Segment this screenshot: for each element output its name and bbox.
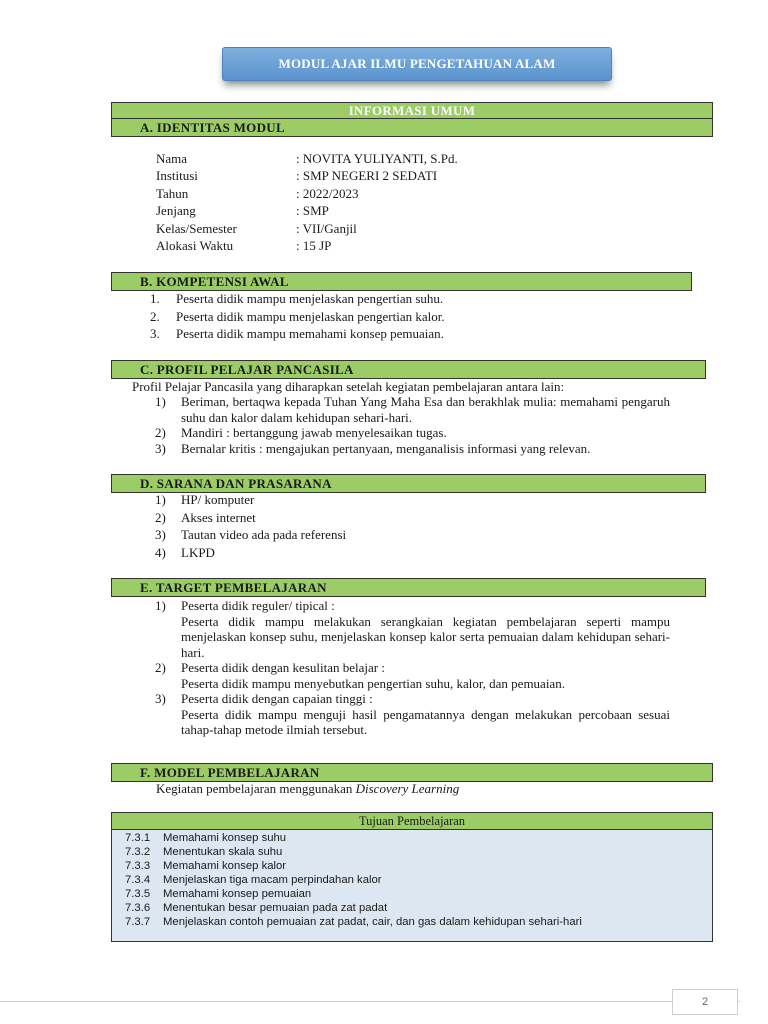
tujuan-table <box>111 812 713 942</box>
section-a-heading: A. IDENTITAS MODUL <box>111 118 713 137</box>
list-item <box>155 491 670 509</box>
identity-row <box>156 167 676 184</box>
tujuan-code: 7.3.5 <box>125 888 151 900</box>
item-number: 3) <box>155 440 166 456</box>
profil-list <box>155 394 670 456</box>
identity-label: Institusi <box>156 168 198 184</box>
item-number: 3) <box>155 527 166 542</box>
tujuan-row <box>125 831 712 845</box>
item-number: 3. <box>150 326 160 341</box>
tujuan-row <box>125 887 712 901</box>
item-number: 1) <box>155 492 166 507</box>
list-item <box>150 325 670 343</box>
model-text-italic: Discovery Learning <box>355 781 460 796</box>
identity-table <box>156 150 676 254</box>
item-text: Mandiri : bertanggung jawab menyelesaikan tugas. <box>181 425 447 440</box>
page-title: MODUL AJAR ILMU PENGETAHUAN ALAM <box>222 47 612 81</box>
list-item <box>150 290 670 308</box>
item-number: 1) <box>155 598 166 613</box>
tujuan-row <box>125 859 712 873</box>
tujuan-row <box>125 915 712 929</box>
section-b-heading: B. KOMPETENSI AWAL <box>111 272 692 291</box>
identity-label: Tahun <box>156 185 189 201</box>
tujuan-text: Menentukan besar pemuaian pada zat padat <box>163 902 388 914</box>
identity-value: : SMP <box>296 203 329 219</box>
list-item <box>155 598 670 660</box>
tujuan-code: 7.3.2 <box>125 846 151 858</box>
item-text: Akses internet <box>181 509 256 525</box>
sarana-list <box>155 491 670 561</box>
section-d-heading: D. SARANA DAN PRASARANA <box>111 474 706 493</box>
list-item <box>155 660 670 691</box>
tujuan-code: 7.3.1 <box>125 832 151 844</box>
list-item <box>155 691 670 738</box>
info-umum-header: INFORMASI UMUM <box>111 102 713 119</box>
identity-label: Alokasi Waktu <box>156 238 234 254</box>
model-text <box>156 781 676 797</box>
item-title: Peserta didik reguler/ tipical : <box>181 598 335 613</box>
item-text <box>181 660 670 691</box>
item-number: 4) <box>155 544 166 560</box>
item-number: 2. <box>150 308 160 324</box>
item-description: Peserta didik mampu menyebutkan pengertian suhu, kalor, dan pemuaian. <box>181 675 565 691</box>
item-text: Peserta didik mampu menjelaskan pengertian suhu. <box>176 291 444 306</box>
tujuan-code: 7.3.6 <box>125 902 151 914</box>
identity-row <box>156 185 676 202</box>
identity-row <box>156 220 676 237</box>
item-text <box>181 691 670 738</box>
tujuan-list <box>112 830 712 929</box>
identity-value: : NOVITA YULIYANTI, S.Pd. <box>296 151 458 166</box>
profil-intro: Profil Pelajar Pancasila yang diharapkan setelah kegiatan pembelajaran antara lain: <box>132 379 565 394</box>
target-list <box>155 598 670 738</box>
identity-row <box>156 150 676 167</box>
tujuan-text: Memahami konsep suhu <box>163 832 287 844</box>
item-text: Peserta didik mampu menjelaskan pengertian kalor. <box>176 308 445 324</box>
identity-value: : 15 JP <box>296 238 332 254</box>
identity-value: : VII/Ganjil <box>296 220 357 236</box>
list-item <box>150 308 670 326</box>
item-number: 2) <box>155 660 166 675</box>
tujuan-row <box>125 845 712 859</box>
item-text: HP/ komputer <box>181 492 255 507</box>
tujuan-text: Memahami konsep kalor <box>163 860 287 872</box>
footer-divider <box>0 1001 740 1002</box>
identity-value: : SMP NEGERI 2 SEDATI <box>296 168 438 184</box>
item-number: 1) <box>155 394 166 409</box>
tujuan-row <box>125 873 712 887</box>
model-text-plain: Kegiatan pembelajaran menggunakan <box>156 781 356 796</box>
item-description: Peserta didik mampu melakukan serangkaian kegiatan pembelajaran seperti mampu menjelaskan konsep suhu, menjelaskan konsep kalor serta pemuaian dalam kehidupan sehari-hari. <box>181 613 670 660</box>
item-text: LKPD <box>181 544 215 560</box>
tujuan-row <box>125 901 712 915</box>
item-text: Peserta didik mampu memahami konsep pemuaian. <box>176 326 444 341</box>
identity-label: Kelas/Semester <box>156 220 237 236</box>
tujuan-code: 7.3.4 <box>125 874 151 886</box>
tujuan-text: Menjelaskan tiga macam perpindahan kalor <box>163 874 382 886</box>
item-text: Bernalar kritis : mengajukan pertanyaan, menganalisis informasi yang relevan. <box>181 440 591 456</box>
list-item <box>155 394 670 425</box>
item-number: 3) <box>155 691 166 706</box>
kompetensi-list <box>150 290 670 343</box>
tujuan-text: Menjelaskan contoh pemuaian zat padat, cair, dan gas dalam kehidupan sehari-hari <box>163 916 582 928</box>
item-title: Peserta didik dengan kesulitan belajar : <box>181 660 385 675</box>
tujuan-code: 7.3.3 <box>125 860 151 872</box>
identity-row <box>156 237 676 254</box>
list-item <box>155 544 670 562</box>
item-text: Beriman, bertaqwa kepada Tuhan Yang Maha Esa dan berakhlak mulia: memahami pengaruh suhu dan kalor dalam kehidupan sehari-hari. <box>181 394 670 425</box>
list-item <box>155 526 670 544</box>
identity-label: Jenjang <box>156 203 196 219</box>
section-f-heading: F. MODEL PEMBELAJARAN <box>111 763 713 782</box>
identity-row <box>156 202 676 219</box>
item-description: Peserta didik mampu menguji hasil pengamatannya dengan melakukan percobaan sesuai tahap-tahap metode ilmiah tersebut. <box>181 706 670 737</box>
tujuan-code: 7.3.7 <box>125 916 151 928</box>
item-number: 2) <box>155 509 166 525</box>
tujuan-table-header: Tujuan Pembelajaran <box>112 813 712 830</box>
item-text: Tautan video ada pada referensi <box>181 527 347 542</box>
item-number: 2) <box>155 425 166 440</box>
tujuan-text: Memahami konsep pemuaian <box>163 888 312 900</box>
page-number: 2 <box>672 989 738 1015</box>
list-item <box>155 425 670 441</box>
identity-label: Nama <box>156 151 188 166</box>
tujuan-text: Menentukan skala suhu <box>163 846 283 858</box>
item-title: Peserta didik dengan capaian tinggi : <box>181 691 373 706</box>
section-c-heading: C. PROFIL PELAJAR PANCASILA <box>111 360 706 379</box>
list-item <box>155 441 670 457</box>
item-text <box>181 598 670 660</box>
list-item <box>155 509 670 527</box>
item-number: 1. <box>150 291 160 306</box>
identity-value: : 2022/2023 <box>296 185 359 201</box>
section-e-heading: E. TARGET PEMBELAJARAN <box>111 578 706 597</box>
